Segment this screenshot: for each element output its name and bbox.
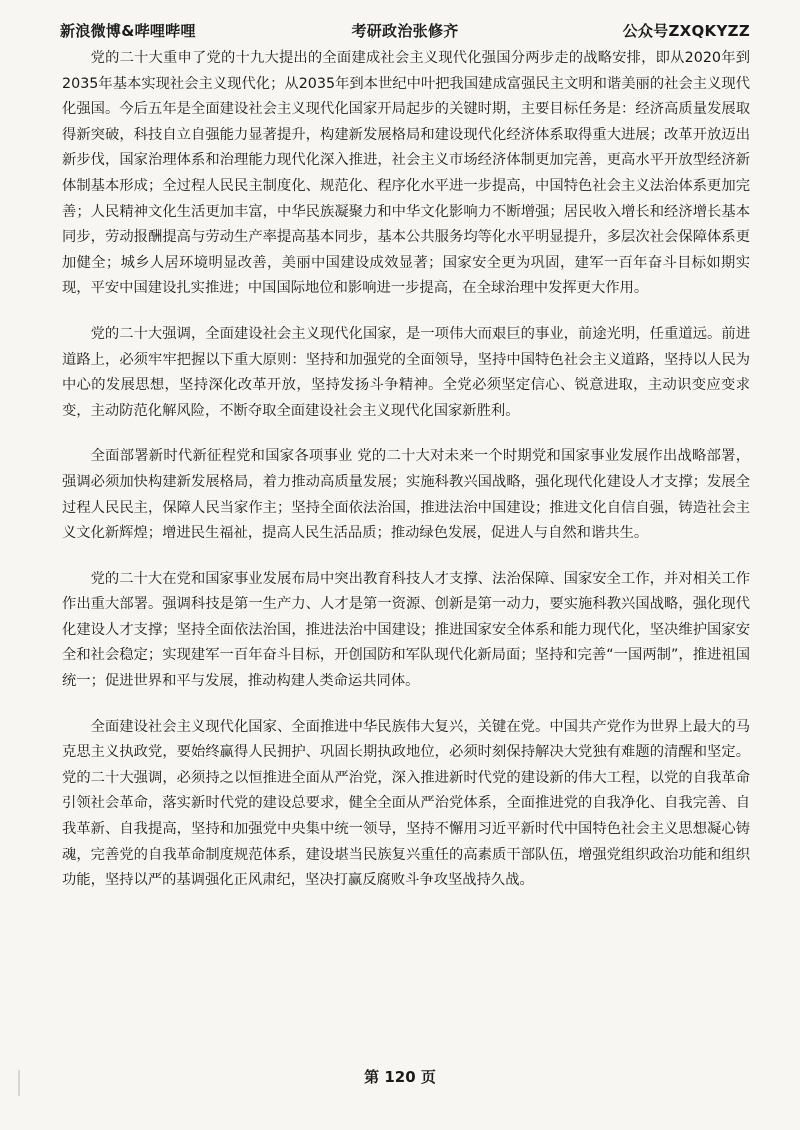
document-body: [62, 46, 750, 914]
scan-margin-mark: [18, 1070, 20, 1096]
paragraph-3: 全面部署新时代新征程党和国家各项事业 党的二十大对未来一个时期党和国家事业发展作出战略部署，强调必须加快构建新发展格局，着力推动高质量发展；实施科教兴国战略，强化现代化建设人才支撑；发展全过程人民民主，保障人民当家作主；坚持全面依法治国，推进法治中国建设；推进文化自信自强，铸造社会主义文化新辉煌；增进民生福祉，提高人民生活品质；推动绿色发展，促进人与自然和谐共生。: [62, 448, 750, 542]
paragraph-5: 全面建设社会主义现代化国家、全面推进中华民族伟大复兴，关键在党。中国共产党作为世界上最大的马克思主义执政党，要始终赢得人民拥护、巩固长期执政地位，必须时刻保持解决大党独有难题的清醒和坚定。党的二十大强调，必须持之以恒推进全面从严治党，深入推进新时代党的建设新的伟大工程，以党的自我革命引领社会革命，落实新时代党的建设总要求，健全全面从严治党体系，全面推进党的自我净化、自我完善、自我革新、自我提高，坚持和加强党中央集中统一领导，坚持不懈用习近平新时代中国特色社会主义思想凝心铸魂，完善党的自我革命制度规范体系，建设堪当民族复兴重任的高素质干部队伍，增强党组织政治功能和组织功能，坚持以严的基调强化正风肃纪，坚决打赢反腐败斗争攻坚战持久战。: [62, 718, 750, 889]
paragraph-4: 党的二十大在党和国家事业发展布局中突出教育科技人才支撑、法治保障、国家安全工作，并对相关工作作出重大部署。强调科技是第一生产力、人才是第一资源、创新是第一动力，要实施科教兴国战略，强化现代化建设人才支撑；坚持全面依法治国，推进法治中国建设；推进国家安全体系和能力现代化，坚决维护国家安全和社会稳定；实现建军一百年奋斗目标，开创国防和军队现代化新局面；坚持和完善“一国两制”，推进祖国统一；促进世界和平与发展，推动构建人类命运共同体。: [62, 570, 750, 690]
paragraph-1: 党的二十大重申了党的十九大提出的全面建成社会主义现代化强国分两步走的战略安排，即从2020年到2035年基本实现社会主义现代化；从2035年到本世纪中叶把我国建成富强民主文明和谐美丽的社会主义现代化强国。今后五年是全面建设社会主义现代化国家开局起步的关键时期，主要目标任务是：经济高质量发展取得新突破，科技自立自强能力显著提升，构建新发展格局和建设现代化经济体系取得重大进展；改革开放迈出新步伐，国家治理体系和治理能力现代化深入推进，社会主义市场经济体制更加完善，更高水平开放型经济新体制基本形成；全过程人民民主制度化、规范化、程序化水平进一步提高，中国特色社会主义法治体系更加完善；人民精神文化生活更加丰富，中华民族凝聚力和中华文化影响力不断增强；居民收入增长和经济增长基本同步，劳动报酬提高与劳动生产率提高基本同步，基本公共服务均等化水平明显提升，多层次社会保障体系更加健全；城乡人居环境明显改善，美丽中国建设成效显著；国家安全更为巩固，建军一百年奋斗目标如期实现，平安中国建设扎实推进；中国国际地位和影响进一步提高，在全球治理中发挥更大作用。: [62, 50, 750, 297]
header-left-text: 新浪微博&哔哩哔哩: [60, 22, 196, 40]
header-right-text: 公众号ZXQKYZZ: [622, 22, 750, 40]
paragraph-2: 党的二十大强调，全面建设社会主义现代化国家，是一项伟大而艰巨的事业，前途光明，任重道远。前进道路上，必须牢牢把握以下重大原则：坚持和加强党的全面领导，坚持中国特色社会主义道路，坚持以人民为中心的发展思想，坚持深化改革开放，坚持发扬斗争精神。全党必须坚定信心、锐意进取，主动识变应变求变，主动防范化解风险，不断夺取全面建设社会主义现代化国家新胜利。: [62, 325, 750, 419]
page-header: [60, 20, 750, 46]
page-number: 第 120 页: [364, 1068, 436, 1086]
header-center-title: 考研政治张修齐: [351, 22, 459, 40]
